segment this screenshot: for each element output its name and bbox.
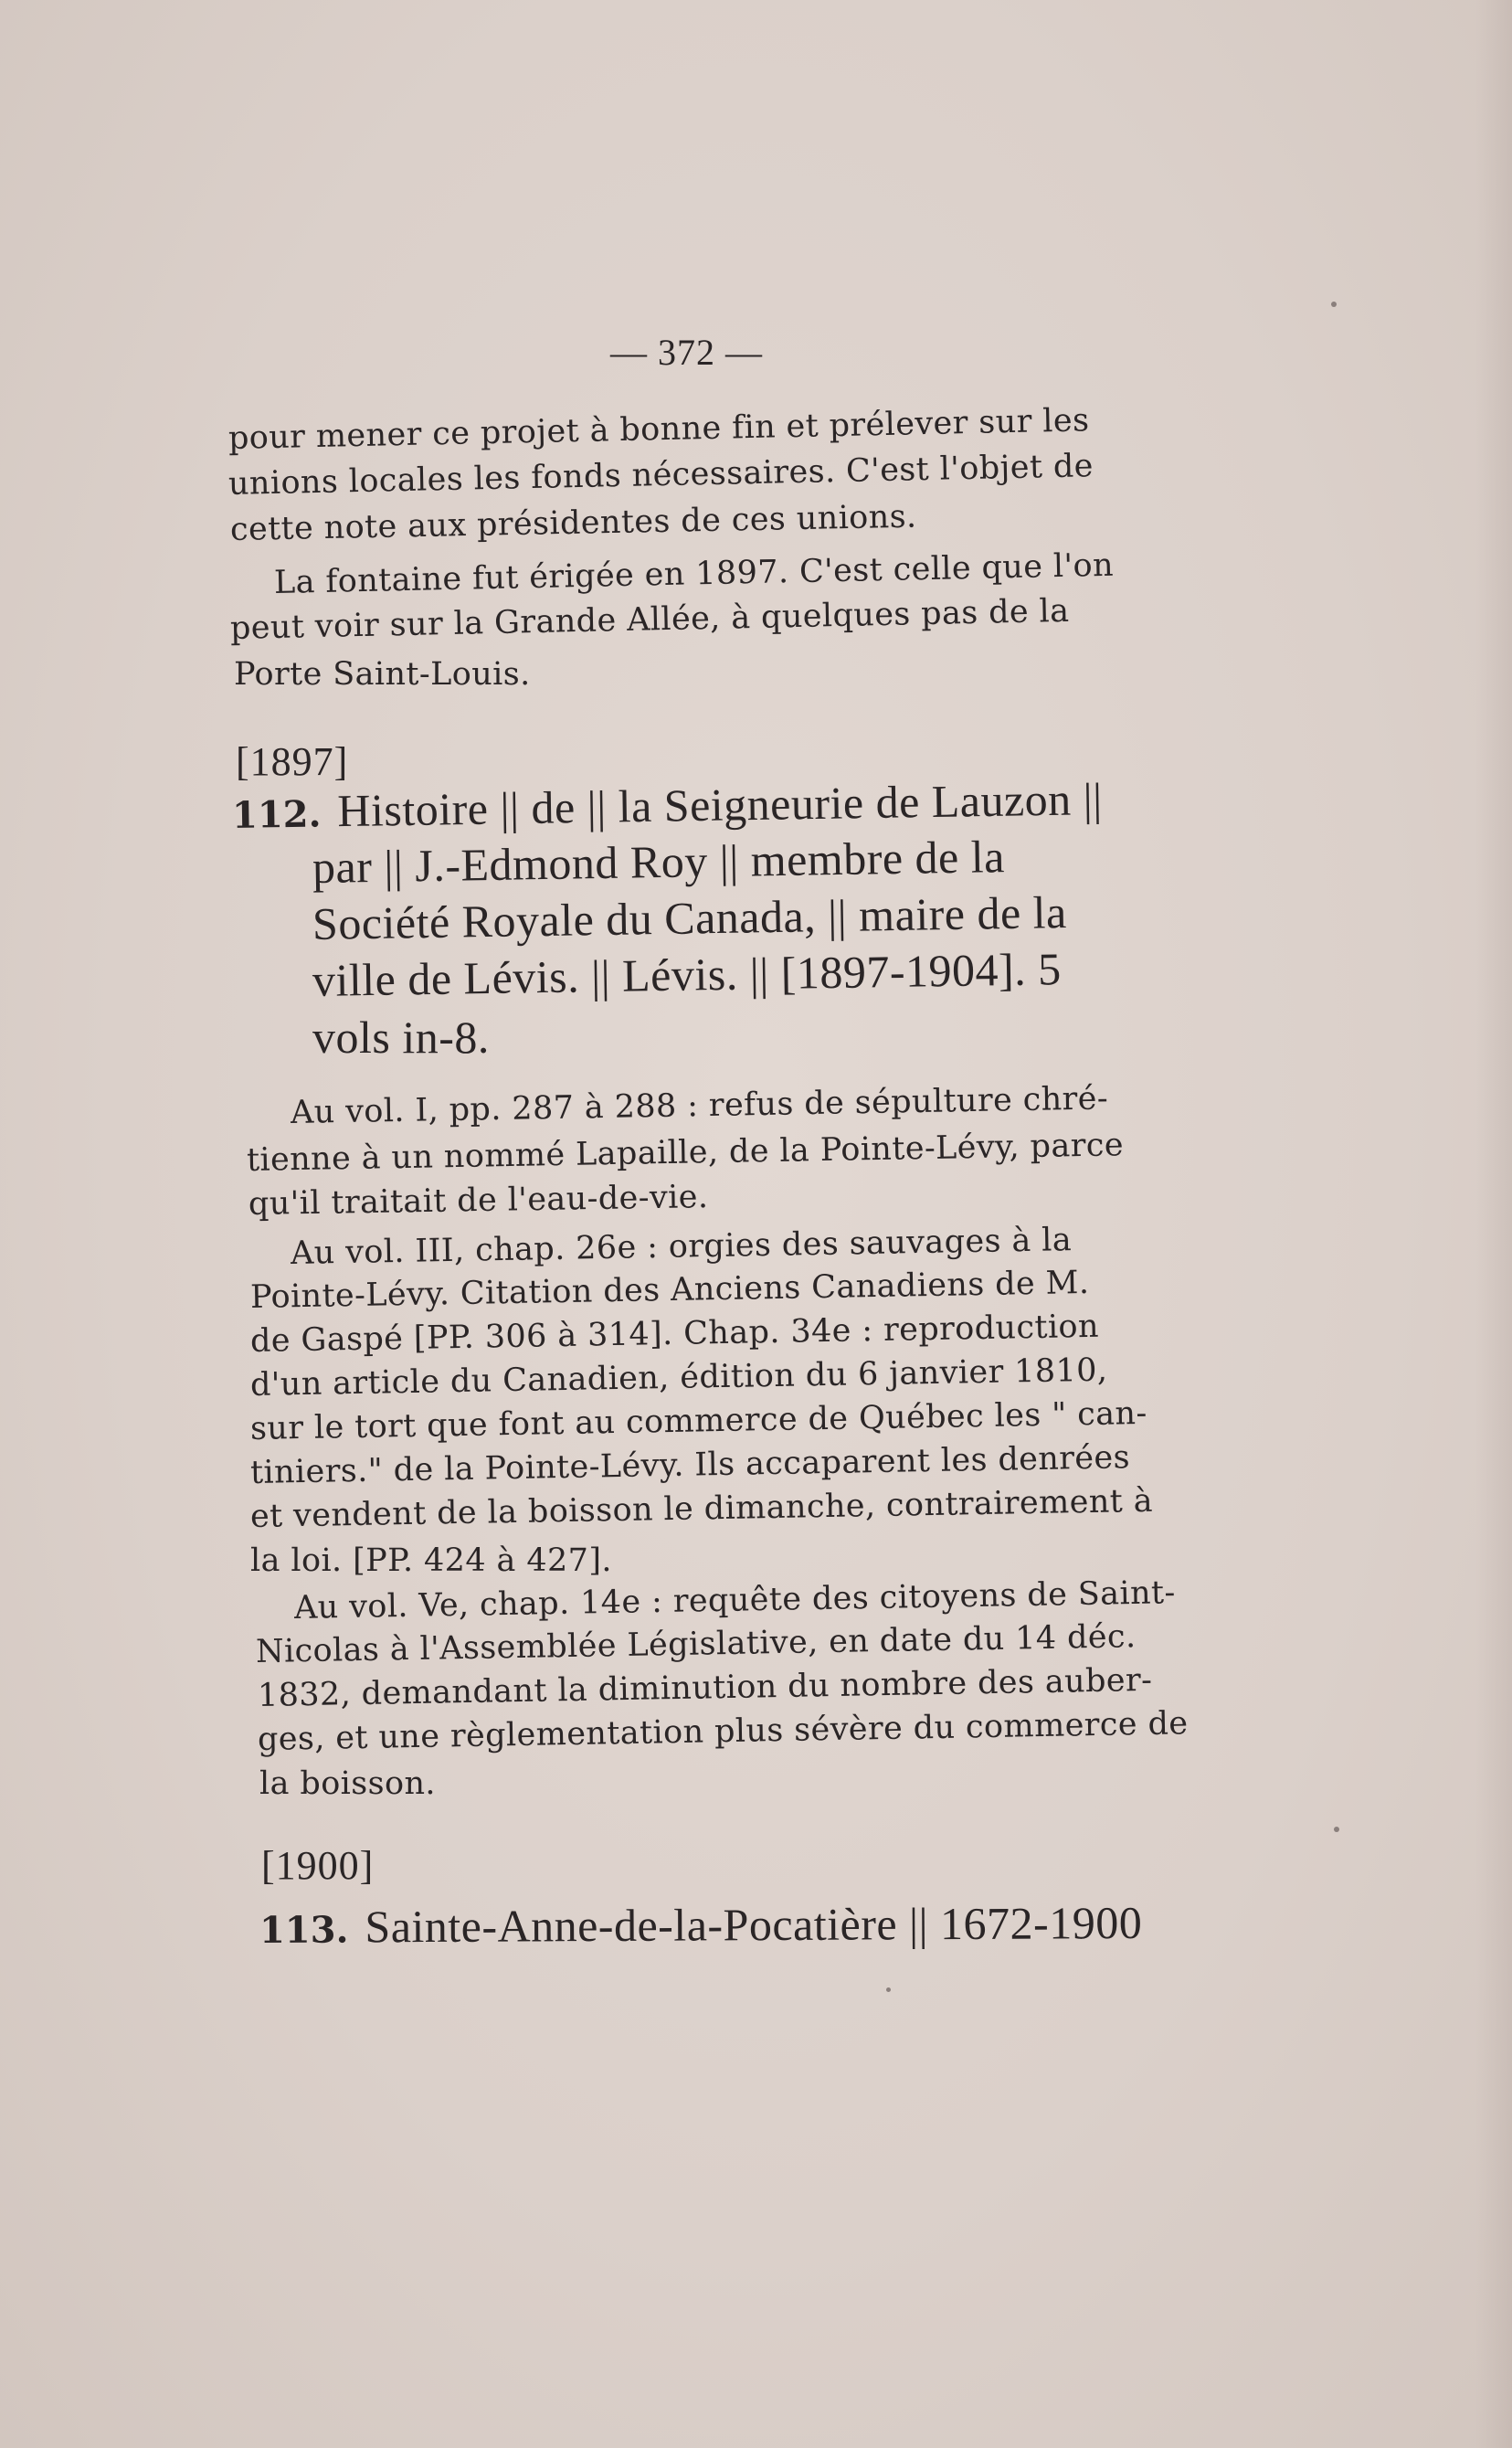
note-line: et vendent de la boisson le dimanche, contrairement à — [249, 1482, 1154, 1535]
entry-title-text: Histoire || de || la Seigneurie de Lauzon || — [336, 773, 1104, 837]
page-number-header: — 372 — — [610, 332, 763, 373]
note-line: Au vol. I, pp. 287 à 288 : refus de sépulture chré- — [290, 1080, 1109, 1131]
entry-title-line: Société Royale du Canada, || maire de la — [312, 886, 1068, 949]
entry-title-line — [259, 1896, 1143, 1954]
note-line: de Gaspé [PP. 306 à 314]. Chap. 34e : reproduction — [249, 1308, 1100, 1360]
entry-title-line: par || J.-Edmond Roy || membre de la — [312, 831, 1006, 893]
entry-title-line: vols in-8. — [312, 1012, 490, 1063]
text-line: pour mener ce projet à bonne fin et prélever sur les — [227, 402, 1090, 457]
entry-number: 112. — [231, 792, 322, 837]
text-line: peut voir sur la Grande Allée, à quelques pas de la — [229, 592, 1070, 647]
paper-speck — [1334, 1827, 1339, 1832]
paper-speck — [1331, 302, 1337, 307]
note-line: Nicolas à l'Assemblée Législative, en date du 14 déc. — [255, 1618, 1137, 1670]
text-line: unions locales les fonds nécessaires. C'est l'objet de — [227, 448, 1094, 503]
entry-number: 113. — [259, 1908, 349, 1952]
note-line: Au vol. III, chap. 26e : orgies des sauvages à la — [290, 1222, 1073, 1272]
text-line: Porte Saint-Louis. — [234, 656, 531, 693]
note-line: tienne à un nommé Lapaille, de la Pointe-Lévy, parce — [246, 1127, 1125, 1179]
entry-title-text: Sainte-Anne-de-la-Pocatière || 1672-1900 — [365, 1896, 1143, 1953]
note-line: la loi. [PP. 424 à 427]. — [250, 1542, 612, 1579]
page-edge-shadow — [1475, 0, 1512, 2448]
note-line: Pointe-Lévy. Citation des Anciens Canadiens de M. — [249, 1264, 1090, 1316]
entry-year: [1900] — [261, 1843, 375, 1888]
note-line: d'un article du Canadien, édition du 6 janvier 1810, — [249, 1351, 1108, 1404]
note-line: sur le tort que font au commerce de Québec les " can- — [249, 1394, 1147, 1447]
entry-title-line: ville de Lévis. || Lévis. || [1897-1904]. 5 — [312, 943, 1063, 1006]
note-line: qu'il traitait de l'eau-de-vie. — [248, 1179, 709, 1223]
text-line: cette note aux présidentes de ces unions. — [229, 498, 917, 548]
entry-title-line — [232, 772, 1104, 839]
note-line: ges, et une règlementation plus sévère du commerce de — [257, 1705, 1189, 1758]
note-line: Au vol. Ve, chap. 14e : requête des citoyens de Saint- — [293, 1574, 1176, 1627]
entry-year: [1897] — [236, 739, 349, 784]
note-line: tiniers." de la Pointe-Lévy. Ils accaparent les denrées — [249, 1439, 1131, 1491]
note-line: 1832, demandant la diminution du nombre des auber- — [257, 1661, 1153, 1714]
text-line: La fontaine fut érigée en 1897. C'est celle que l'on — [273, 546, 1115, 601]
note-line: la boisson. — [259, 1765, 436, 1802]
paper-speck — [886, 1987, 891, 1992]
